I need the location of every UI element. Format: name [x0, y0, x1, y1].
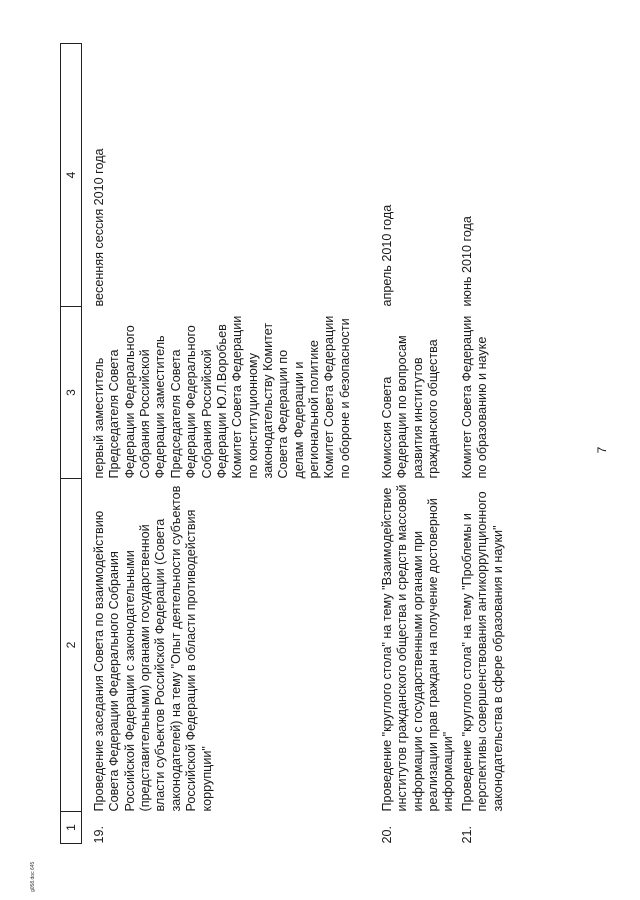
event-date: весенняя сессия 2010 года: [92, 148, 106, 307]
responsible-parties: Комитет Совета Федерации по образованию и науке: [460, 315, 490, 479]
row-number: 21.: [460, 825, 474, 844]
column-header: 1: [61, 812, 82, 844]
event-description: Проведение заседания Совета по взаимодействию Совета Федерации Федерального Собрания Российской Федерации с законодательными (представительными) органами государственной власти субъектов Российской Федерации (Совета законодателей) на тему "Опыт деятельности субъектов Российской Федерации в области противодействия коррупции": [92, 485, 214, 812]
table-row: [380, 44, 460, 844]
row-number: 19.: [92, 825, 106, 844]
table-row: [460, 44, 530, 844]
events-table: [60, 43, 530, 844]
column-header: 3: [61, 307, 82, 479]
event-description: Проведение "круглого стола" на тему "Проблемы и перспективы совершенствования антикоррупционного законодательства в сфере образования и науки": [460, 491, 505, 812]
responsible-parties: первый заместитель Председателя Совета Федерации Федерального Собрания Российской Федерации заместитель Председателя Совета Федерации Федерального Собрания Российской Федерации Ю.Л.Воробьев Комитет Совета Федерации по конституционному законодательству Комитет Совета Федерации по делам Федерации и региональной политике Комитет Совета Федерации по обороне и безопасности: [92, 315, 352, 479]
table-row: [82, 44, 381, 844]
event-date: июнь 2010 года: [460, 216, 474, 307]
column-header: 2: [61, 479, 82, 812]
page-number: 7: [595, 446, 609, 454]
row-number: 20.: [380, 825, 394, 844]
event-date: апрель 2010 года: [380, 204, 394, 307]
header-row: [61, 44, 82, 844]
responsible-parties: Комиссия Совета Федерации по вопросам развития институтов гражданского общества: [380, 335, 441, 479]
column-header: 4: [61, 44, 82, 307]
footer-code: g058.doc 645: [30, 861, 36, 892]
event-description: Проведение "круглого стола" на тему "Взаимодействие институтов гражданского общества и средств массовой информации с государственными органами при реализации прав граждан на получение достоверной информации": [380, 484, 456, 812]
